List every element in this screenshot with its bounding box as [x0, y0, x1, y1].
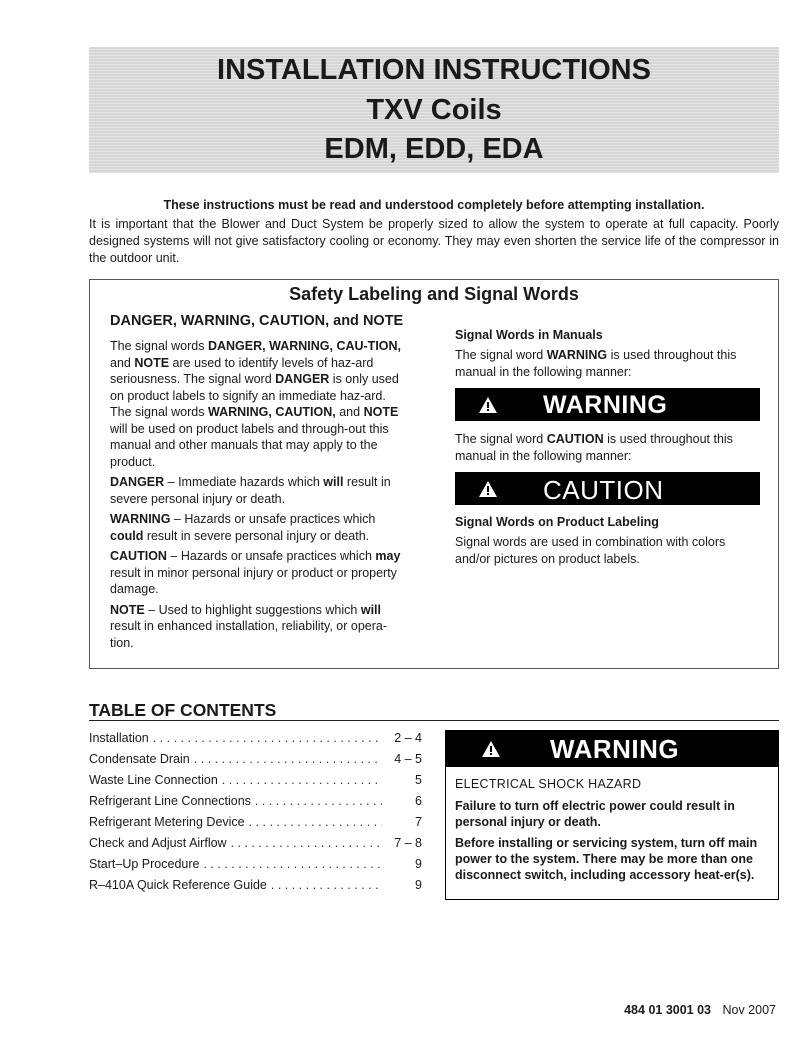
- toc-entry-label: Condensate Drain: [89, 752, 190, 766]
- electrical-warning-box: [445, 730, 779, 900]
- warning-box-label: WARNING: [550, 734, 680, 764]
- toc-leader-dots: [271, 875, 382, 896]
- title-banner: [89, 47, 779, 173]
- toc-entry-label: Waste Line Connection: [89, 773, 218, 787]
- toc-leader-dots: [203, 854, 382, 875]
- danger-definition: DANGER – Immediate hazards which will result in severe personal injury or death.: [110, 475, 391, 506]
- warning-triangle-icon: [479, 397, 497, 413]
- warning-signal-bar: [455, 388, 760, 421]
- table-of-contents: [89, 728, 422, 896]
- toc-entry-page: 6: [415, 794, 422, 808]
- toc-leader-dots: [249, 812, 382, 833]
- toc-entry: [89, 770, 422, 791]
- toc-entry-label: Refrigerant Line Connections: [89, 794, 251, 808]
- document-number: 484 01 3001 03: [624, 1003, 711, 1017]
- safety-box-title: Safety Labeling and Signal Words: [289, 284, 579, 304]
- toc-entry: [89, 833, 422, 854]
- labeling-heading: Signal Words on Product Labeling: [455, 515, 659, 529]
- signal-words-paragraph: The signal words DANGER, WARNING, CAU-TION, and NOTE are used to identify levels of haz-ard seriousness. The signal word DANGER is only used on product labels to signify an immediate haz-ard. The signal words WARNING, CAUTION, and NOTE will be used on product labels and through-out this manual and other manuals that may apply to the product.: [110, 339, 402, 469]
- note-definition: NOTE – Used to highlight suggestions which will result in enhanced installation, reliability, or opera-tion.: [110, 602, 388, 650]
- toc-entry: [89, 791, 422, 812]
- warning-signal-word: WARNING: [543, 391, 668, 419]
- caution-definition: CAUTION – Hazards or unsafe practices which may result in minor personal injury or product or property damage.: [110, 549, 401, 596]
- safety-labeling-box: [89, 279, 779, 669]
- signal-words-examples: [455, 328, 760, 567]
- toc-entry-page: 7: [415, 815, 422, 829]
- manuals-warning-text: The signal word WARNING is used throughout this manual in the following manner:: [455, 348, 737, 379]
- toc-entry-page: 9: [415, 857, 422, 871]
- hazard-type: ELECTRICAL SHOCK HAZARD: [455, 777, 642, 791]
- toc-title: TABLE OF CONTENTS: [89, 700, 277, 720]
- toc-entry-label: Start–Up Procedure: [89, 857, 200, 871]
- toc-entry-label: Refrigerant Metering Device: [89, 815, 245, 829]
- manuals-caution-text: The signal word CAUTION is used throughout this manual in the following manner:: [455, 432, 733, 463]
- toc-entry: [89, 875, 422, 896]
- manuals-heading: Signal Words in Manuals: [455, 328, 603, 342]
- toc-entry: [89, 749, 422, 770]
- document-title: INSTALLATION INSTRUCTIONS: [217, 54, 651, 86]
- toc-entry-page: 9: [415, 878, 422, 892]
- footer: [624, 1003, 776, 1017]
- toc-entry: [89, 812, 422, 833]
- toc-entry-label: Installation: [89, 731, 149, 745]
- product-name: TXV Coils: [366, 94, 502, 126]
- intro-paragraph: It is important that the Blower and Duct System be properly sized to allow the system to operate at full capacity. Poorly designed systems will not give satisfactory cooling or economy. They may even shorten the service life of the compressor in the outdoor unit.: [89, 217, 779, 265]
- hazard-consequence: Failure to turn off electric power could result in personal injury or death.: [455, 799, 735, 829]
- warning-triangle-icon: [482, 741, 500, 757]
- toc-leader-dots: [194, 749, 382, 770]
- toc-entry-page: 5: [415, 773, 422, 787]
- toc-leader-dots: [255, 791, 382, 812]
- hazard-instruction: Before installing or servicing system, turn off main power to the system. There may be more than one disconnect switch, including accessory heat-er(s).: [455, 836, 758, 882]
- toc-entry: [89, 728, 422, 749]
- definitions-heading: DANGER, WARNING, CAUTION, and NOTE: [110, 313, 404, 329]
- warning-definition: WARNING – Hazards or unsafe practices which could result in severe personal injury or death.: [110, 512, 376, 543]
- toc-leader-dots: [231, 833, 382, 854]
- toc-entry-page: 2 – 4: [394, 731, 422, 745]
- document-date: Nov 2007: [722, 1003, 776, 1017]
- signal-words-definitions: [110, 312, 410, 655]
- caution-signal-bar: [455, 472, 760, 505]
- toc-leader-dots: [222, 770, 382, 791]
- caution-signal-word: CAUTION: [543, 475, 664, 505]
- toc-entry-page: 7 – 8: [394, 836, 422, 850]
- toc-entry-label: Check and Adjust Airflow: [89, 836, 227, 850]
- toc-entry: [89, 854, 422, 875]
- toc-divider: [89, 720, 779, 721]
- labeling-text: Signal words are used in combination with colors and/or pictures on product labels.: [455, 535, 726, 566]
- warning-box-header: [446, 731, 778, 767]
- caution-triangle-icon: [479, 481, 497, 497]
- toc-entry-label: R–410A Quick Reference Guide: [89, 878, 267, 892]
- toc-entry-page: 4 – 5: [394, 752, 422, 766]
- toc-leader-dots: [153, 728, 382, 749]
- read-notice: These instructions must be read and understood completely before attempting installation.: [163, 198, 705, 212]
- model-numbers: EDM, EDD, EDA: [324, 133, 544, 165]
